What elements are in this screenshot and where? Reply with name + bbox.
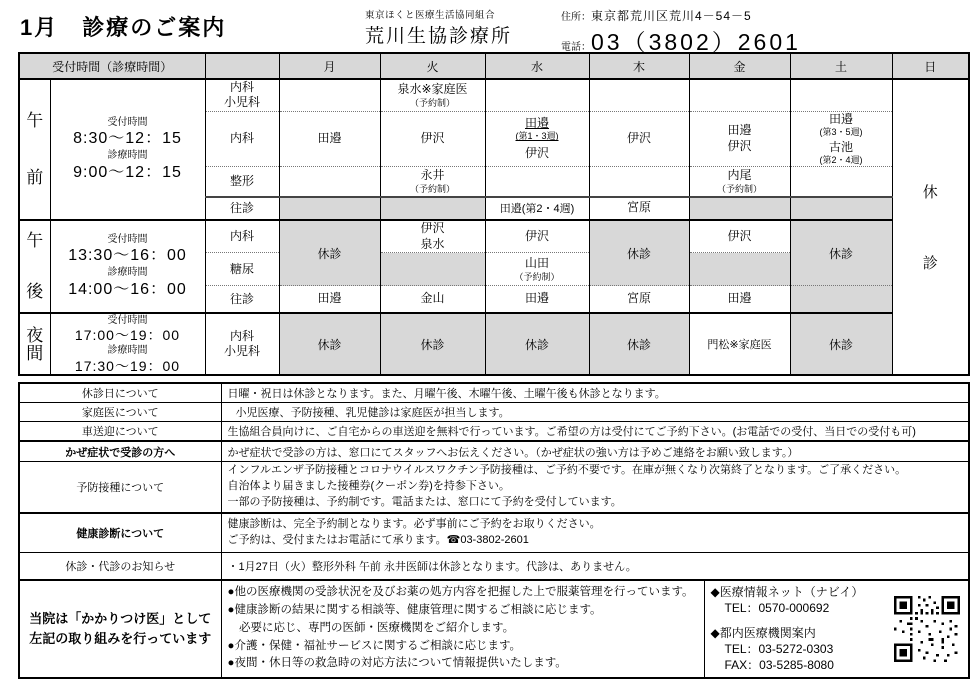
kakaritsuke-bullet1: ●他の医療機関の受診状況を及びお薬の処方内容を把握した上で服薬管理を行っています。	[227, 586, 694, 599]
dept-am-internal: 内科	[205, 111, 279, 167]
time-night	[50, 313, 205, 376]
pm-consult-hours: 14:00～16：00	[68, 280, 187, 298]
note-closed-days	[19, 383, 969, 403]
empty-cell	[790, 197, 892, 220]
note-substitute	[19, 553, 969, 580]
doctor-name: 永井	[420, 168, 445, 183]
sunday-closed-cell	[892, 79, 969, 375]
note-label-family-doctor: 家庭医について	[19, 403, 221, 422]
day-header-tue: 火	[380, 53, 485, 79]
night-consult-label: 診療時間	[107, 345, 148, 357]
address-label: 住所：	[561, 12, 591, 23]
doctor-name: 内尾	[727, 168, 752, 183]
checkup-line1: 健康診断は、完全予約制となります。必ず事前にご予約をお取りください。	[227, 518, 601, 530]
empty-cell	[279, 167, 380, 197]
am-row-internal-peds	[19, 79, 969, 111]
note-text-car-pickup: 生協組合員向けに、ご自宅からの車送迎を無料で行っています。ご希望の方は受付にてご予約下さい。(お電話での受付、当日での受付も可)	[221, 422, 969, 442]
am-r2-sat-doctor	[790, 111, 892, 167]
note-vaccination	[19, 461, 969, 512]
day-header-fri: 金	[689, 53, 790, 79]
org-name: 東京ほくと医療生活協同組合	[365, 10, 496, 21]
am-r2-fri-doctor	[689, 111, 790, 167]
am-r2-thu-doctor: 伊沢	[589, 111, 689, 167]
note-label-closed-days: 休診日について	[19, 383, 221, 403]
note-family-doctor	[19, 403, 969, 422]
doctor-name: 田邉	[829, 111, 854, 126]
reception-time-header: 受付時間（診療時間）	[19, 53, 205, 79]
phone-value: 03（3802）2601	[591, 29, 801, 55]
period-pm	[19, 220, 50, 313]
am-r3-tue-doctor	[380, 167, 485, 197]
week-note: (第3・5週)	[819, 127, 863, 138]
dept-label: 内科	[230, 80, 255, 95]
am-r2-tue-doctor: 伊沢	[380, 111, 485, 167]
medical-net-title: ◆医療情報ネット（ナビイ）	[710, 585, 864, 600]
pm-r1-wed-doctor: 伊沢	[485, 220, 589, 253]
qr-code	[894, 596, 960, 662]
address-line	[561, 7, 801, 24]
pm-mon-closed: 休診	[279, 220, 380, 286]
pm-reception-label: 受付時間	[107, 233, 148, 245]
doctor-name: 伊沢	[420, 220, 445, 235]
note-kakaritsuke	[19, 580, 969, 678]
medical-info-text	[711, 584, 895, 673]
doctor-name: 田邉	[727, 123, 752, 138]
appointment-note: （予約制）	[514, 271, 560, 282]
medical-net-tel: TEL：0570-000692	[724, 601, 830, 616]
period-am	[19, 79, 50, 220]
schedule-table	[18, 52, 970, 376]
time-pm	[50, 220, 205, 313]
night-mon-closed: 休診	[279, 313, 380, 376]
doctor-name: 古池	[829, 139, 854, 154]
dept-pm-visit: 往診	[205, 286, 279, 313]
am-reception-hours: 8:30～12：15	[73, 130, 182, 148]
pm-row-internal	[19, 220, 969, 253]
am-consult-hours: 9:00～12：15	[73, 163, 182, 181]
empty-cell	[689, 197, 790, 220]
doctor-name: 泉水	[420, 236, 445, 251]
dept-am-visit: 往診	[205, 197, 279, 220]
empty-cell	[790, 79, 892, 111]
period-night-char2: 間	[26, 343, 44, 363]
page-header	[0, 0, 980, 55]
note-label-cold-symptoms: かぜ症状で受診の方へ	[19, 441, 221, 461]
schedule-header-row	[19, 53, 969, 79]
empty-cell	[279, 79, 380, 111]
night-consult-hours: 17:30～19：00	[74, 357, 181, 374]
night-reception-label: 受付時間	[107, 314, 148, 326]
pm-thu-closed: 休診	[589, 220, 689, 286]
note-text-closed-days: 日曜・祝日は休診となります。また、月曜午後、木曜午後、土曜午後も休診となります。	[221, 383, 969, 403]
appointment-note: （予約制）	[410, 183, 456, 194]
pm-r3-thu-doctor: 宮原	[589, 286, 689, 313]
dept-am-ortho: 整形	[205, 167, 279, 197]
note-text-family-doctor: 小児医療、予防接種、乳児健診は家庭医が担当します。	[221, 403, 969, 422]
night-sat-closed: 休診	[790, 313, 892, 376]
kakaritsuke-bullet3: 必要に応じ、専門の医師・医療機関をご紹介します。	[227, 621, 515, 634]
week-note: (第1・3週)	[515, 131, 559, 142]
kakaritsuke-label-cell	[19, 580, 221, 678]
pm-sat-closed: 休診	[790, 220, 892, 286]
period-am-char1: 午	[26, 111, 44, 131]
am-r2-mon-doctor: 田邉	[279, 111, 380, 167]
note-text-cold-symptoms: かぜ症状で受診の方は、窓口にてスタッフへお伝えください。（かぜ症状の強い方は予めご連絡をお願い致します。）	[221, 441, 969, 461]
empty-cell	[485, 79, 589, 111]
phone-label: 電話：	[561, 42, 591, 53]
dept-pm-internal: 内科	[205, 220, 279, 253]
empty-cell	[279, 197, 380, 220]
dept-label: 小児科	[224, 95, 261, 110]
empty-cell	[589, 167, 689, 197]
kakaritsuke-bullet4: ●介護・保健・福祉サービスに関するご相談に応じます。	[227, 639, 522, 652]
night-wed-closed: 休診	[485, 313, 589, 376]
pm-r3-fri-doctor: 田邉	[689, 286, 790, 313]
note-text-health-checkup	[221, 513, 969, 553]
am-reception-label: 受付時間	[107, 116, 148, 128]
pm-r1-tue-doctor	[380, 220, 485, 253]
empty-cell	[485, 167, 589, 197]
vaccination-line2: 自治体より届きました接種券(クーポン券)を持参下さい。	[227, 479, 510, 492]
am-consult-label: 診療時間	[107, 150, 148, 162]
clinic-name-block	[365, 7, 553, 48]
medical-info-contact-cell	[704, 580, 969, 678]
kakaritsuke-label-line1: 当院は「かかりつけ医」として	[29, 611, 212, 627]
empty-cell	[790, 286, 892, 313]
tokyo-medical-tel: TEL：03-5272-0303	[724, 641, 834, 656]
kakaritsuke-label-line2: 左記の取り組みを行っています	[29, 630, 212, 646]
note-car-pickup	[19, 422, 969, 442]
pm-consult-label: 診療時間	[107, 267, 148, 279]
am-r4-wed-doctor: 田邉(第2・4週)	[485, 197, 589, 220]
night-thu-closed: 休診	[589, 313, 689, 376]
day-header-sat: 土	[790, 53, 892, 79]
doctor-name: 山田	[525, 256, 550, 271]
note-health-checkup	[19, 513, 969, 553]
note-label-health-checkup: 健康診断について	[19, 513, 221, 553]
day-header-mon: 月	[279, 53, 380, 79]
empty-cell	[380, 197, 485, 220]
note-label-vaccination: 予防接種について	[19, 461, 221, 512]
kakaritsuke-bullet5: ●夜間・休日等の救急時の対応方法について情報提供いたします。	[227, 657, 567, 670]
period-pm-char2: 後	[26, 282, 44, 302]
period-pm-char1: 午	[26, 231, 44, 251]
pm-r3-wed-doctor: 田邉	[485, 286, 589, 313]
notes-table	[18, 382, 970, 678]
phone-line	[561, 24, 801, 57]
night-row	[19, 313, 969, 376]
empty-cell	[589, 79, 689, 111]
empty-cell	[689, 79, 790, 111]
am-r1-tue-doctor	[380, 79, 485, 111]
note-cold-symptoms	[19, 441, 969, 461]
appointment-note: （予約制）	[410, 97, 456, 108]
pm-reception-hours: 13:30～16：00	[68, 247, 187, 265]
pm-r2-wed-doctor	[485, 253, 589, 286]
am-r3-fri-doctor	[689, 167, 790, 197]
am-r2-wed-doctor	[485, 111, 589, 167]
vaccination-line1: インフルエンザ予防接種とコロナウイルスワクチン予防接種は、ご予約不要です。在庫が無くなり次第終了となります。ご了承ください。	[227, 463, 907, 476]
time-am	[50, 79, 205, 220]
dept-am-internal-peds	[205, 79, 279, 111]
dept-header-empty	[205, 53, 279, 79]
day-header-wed: 水	[485, 53, 589, 79]
pm-r3-tue-doctor: 金山	[380, 286, 485, 313]
empty-cell	[380, 253, 485, 286]
empty-cell	[790, 167, 892, 197]
pm-r1-fri-doctor: 伊沢	[689, 220, 790, 253]
night-reception-hours: 17:00～19：00	[74, 327, 181, 344]
empty-cell	[689, 253, 790, 286]
am-r4-thu-doctor: 宮原	[589, 197, 689, 220]
appointment-note: （予約制）	[717, 183, 763, 194]
period-am-char2: 前	[26, 168, 44, 188]
address-value: 東京都荒川区荒川4－54－5	[591, 9, 752, 23]
clinic-name: 荒川生協診療所	[365, 26, 513, 47]
week-note: (第2・4週)	[819, 155, 863, 166]
period-night	[19, 313, 50, 376]
night-fri-doctor: 門松※家庭医	[689, 313, 790, 376]
dept-night-internal-peds	[205, 313, 279, 376]
kakaritsuke-bullet2: ●健康診断の結果に関する相談等、健康管理に関するご相談に応じます。	[227, 603, 602, 616]
dept-label: 内科	[230, 329, 255, 344]
pm-r3-mon-doctor: 田邉	[279, 286, 380, 313]
checkup-line2: ご予約は、受付またはお電話にて承ります。☎03-3802-2601	[227, 533, 529, 546]
day-header-thu: 木	[589, 53, 689, 79]
dept-pm-diabetes: 糖尿	[205, 253, 279, 286]
tokyo-medical-title: ◆都内医療機関案内	[710, 625, 816, 640]
vaccination-line3: 一部の予防接種は、予約制です。電話または、窓口にて予約を受付しています。	[227, 495, 622, 508]
note-text-vaccination	[221, 461, 969, 512]
period-night-char1: 夜	[26, 325, 44, 345]
doctor-name: 泉水※家庭医	[397, 82, 468, 97]
kakaritsuke-bullets	[221, 580, 704, 678]
sunday-closed-char1: 休	[922, 184, 938, 202]
note-text-substitute: ・1月27日（火）整形外科 午前 永井医師は休診となります。代診は、ありません。	[221, 553, 969, 580]
night-tue-closed: 休診	[380, 313, 485, 376]
tokyo-medical-fax: FAX：03-5285-8080	[724, 657, 834, 672]
doctor-name: 伊沢	[525, 146, 550, 161]
doctor-name: 伊沢	[727, 138, 752, 153]
sunday-closed-char2: 診	[922, 255, 938, 273]
doctor-name: 田邉	[525, 115, 550, 130]
header-contact-block	[553, 7, 801, 57]
note-label-substitute: 休診・代診のお知らせ	[19, 553, 221, 580]
day-header-sun: 日	[892, 53, 969, 79]
page-title: 1月 診療のご案内	[20, 15, 227, 40]
dept-label: 小児科	[224, 344, 261, 359]
note-label-car-pickup: 車送迎について	[19, 422, 221, 442]
